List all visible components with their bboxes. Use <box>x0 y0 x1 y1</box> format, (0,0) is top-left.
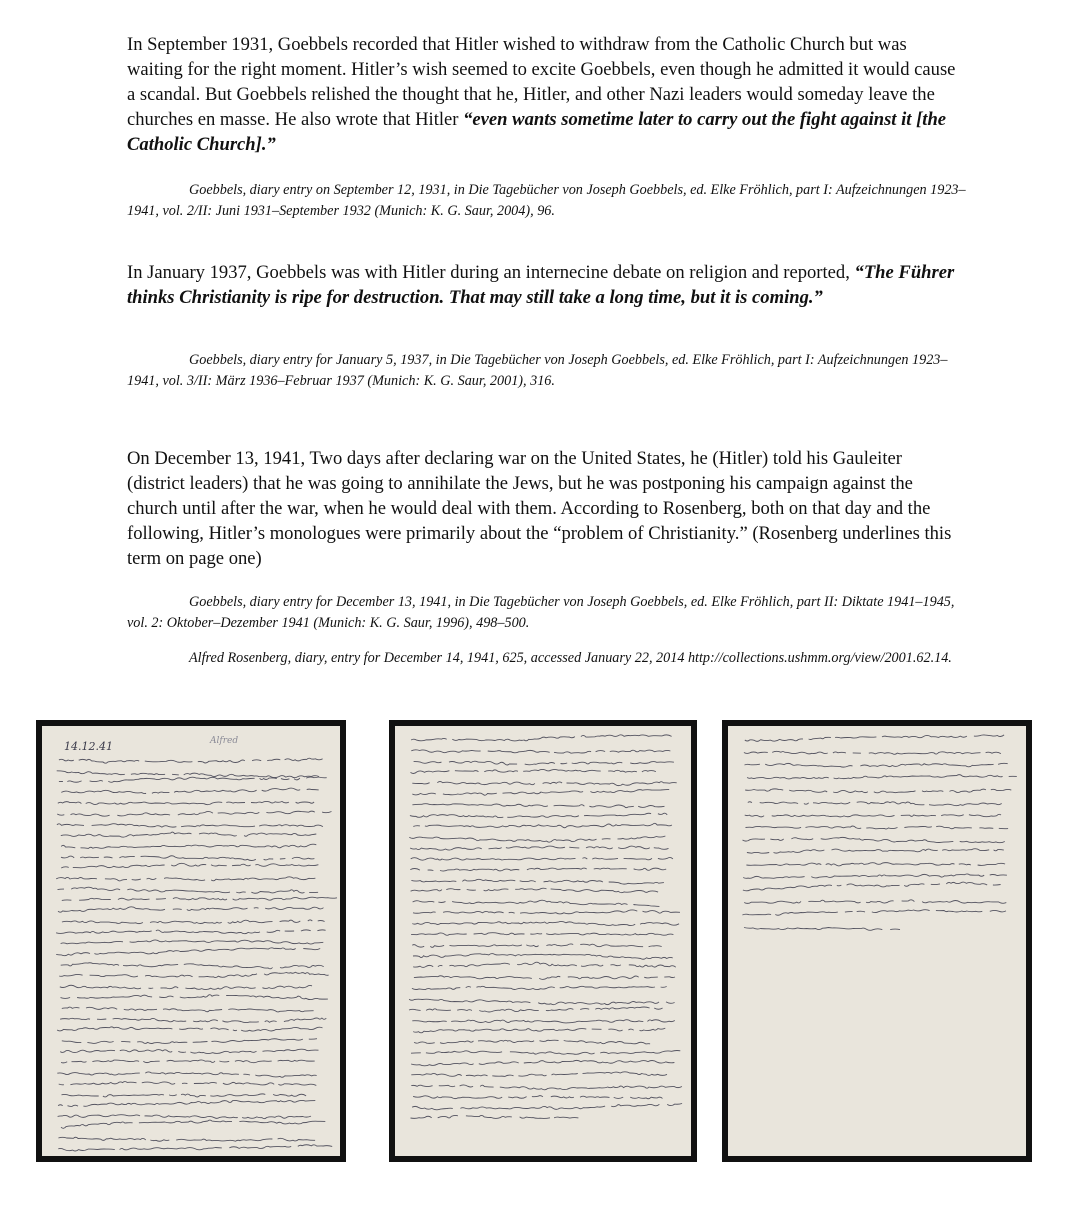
handwriting-line <box>413 954 677 960</box>
handwriting-line <box>411 735 671 741</box>
handwriting-line <box>412 782 676 786</box>
handwriting-line <box>413 1028 665 1033</box>
handwriting-line <box>62 1039 325 1044</box>
handwriting-line <box>56 877 319 881</box>
handwriting-line <box>747 849 1004 853</box>
handwriting-line <box>57 824 323 827</box>
handwriting-line <box>411 769 664 773</box>
handwriting-line <box>61 863 318 868</box>
handwriting-line <box>60 985 319 989</box>
citation-1931: Goebbels, diary entry on September 12, 1931, in Die Tagebücher von Joseph Goebbels, ed. Elke Fröhlich, part I: Aufzeichnungen 1923– 1941, vol. 2/II: Juni 1931–September 1932 (Munich: K. G. Saur, 2004), 96. <box>127 182 966 219</box>
handwriting-lines <box>728 726 1026 1156</box>
handwriting-line <box>413 910 680 914</box>
handwriting-line <box>57 771 319 778</box>
handwriting-line <box>61 963 324 969</box>
handwriting-line <box>411 1115 579 1118</box>
handwriting-line <box>411 1085 682 1090</box>
handwriting-line <box>745 763 1015 767</box>
handwriting-line <box>745 789 1011 793</box>
handwriting-line <box>58 907 324 912</box>
handwriting-line <box>411 888 665 892</box>
handwriting-line <box>412 944 661 947</box>
handwriting-line <box>412 1020 675 1023</box>
handwriting-line <box>410 813 667 817</box>
handwriting-line <box>57 1072 316 1077</box>
handwriting-line <box>745 735 1004 741</box>
paragraph-1941: On December 13, 1941, Two days after declaring war on the United States, he (Hitler) told his Gauleiter (district leaders) that he was going to annihilate the Jews, but he was postponing his campaign against the church until after the war, when he would deal with them. According to Rosenberg, both on that day and the following, Hitler’s monologues were primarily about the “problem of Christianity.” (Rosenberg underlines this term on page one) <box>127 448 952 569</box>
diary-scan-page-1 <box>36 720 346 1162</box>
handwriting-line <box>59 758 323 763</box>
handwriting-line <box>58 1137 315 1141</box>
handwriting-line <box>411 933 673 936</box>
handwriting-line <box>61 1120 325 1128</box>
paragraph-1931 <box>127 32 957 157</box>
handwriting-line <box>412 1104 682 1110</box>
handwriting-line <box>60 1018 331 1023</box>
handwriting-line <box>409 1007 663 1012</box>
handwriting-line <box>57 1027 329 1031</box>
handwriting-line <box>411 1072 667 1077</box>
handwriting-line <box>744 751 1008 754</box>
handwriting-line <box>412 789 669 795</box>
handwriting-line <box>743 882 1001 891</box>
handwriting-line <box>413 823 672 827</box>
handwriting-line <box>746 826 1009 829</box>
handwriting-line <box>59 777 327 782</box>
handwriting-line <box>61 1060 315 1063</box>
handwriting-line <box>61 856 314 861</box>
handwriting-line <box>62 920 325 924</box>
handwriting-line <box>744 900 1013 904</box>
handwriting-line <box>62 1007 320 1012</box>
handwriting-line <box>414 761 680 765</box>
handwriting-line <box>58 1145 338 1151</box>
handwriting-line <box>411 1060 674 1065</box>
paragraph-1937-text: In January 1937, Goebbels was with Hitler during an internecine debate on religion and reported, <box>127 262 855 283</box>
diary-scan-page-3 <box>722 720 1032 1162</box>
handwriting-line <box>58 1115 311 1119</box>
handwriting-line <box>59 972 328 977</box>
handwriting-line <box>409 836 665 842</box>
quote-1931: “even wants sometime later to carry out the fight against it [the Catholic Church].” <box>127 109 947 155</box>
handwriting-line <box>61 995 328 1000</box>
handwriting-line <box>61 844 316 848</box>
handwriting-line <box>412 986 667 989</box>
handwriting-line <box>413 962 676 967</box>
handwriting-line <box>56 930 325 934</box>
handwriting-line <box>61 940 324 944</box>
diary-page-sheet <box>42 726 340 1156</box>
diary-corner-note: Alfred <box>210 736 239 746</box>
diary-scan-page-2 <box>389 720 697 1162</box>
handwriting-line <box>746 863 1011 866</box>
handwriting-line <box>57 811 331 816</box>
handwriting-line <box>410 846 668 850</box>
handwriting-line <box>414 976 675 980</box>
citation-1937: Goebbels, diary entry for January 5, 1937, in Die Tagebücher von Joseph Goebbels, ed. Elke Fröhlich, part I: Aufzeichnungen 1923– 1941, vol. 3/II: März 1936–Februar 1937 (Munich: K. G. Saur, 2001), 316. <box>127 352 948 389</box>
handwriting-line <box>744 928 900 931</box>
handwriting-line <box>56 948 320 956</box>
handwriting-line <box>58 801 314 804</box>
handwriting-line <box>58 887 319 893</box>
handwriting-line <box>62 897 337 900</box>
citation-goebbels-1941: Goebbels, diary entry for December 13, 1941, in Die Tagebücher von Joseph Goebbels, ed. Elke Fröhlich, part II: Diktate 1941–1945, vol. 2: Oktober–Dezember 1941 (Munich: K. G. Saur, 1996), 498–500. <box>127 594 955 631</box>
citation-rosenberg-1941: Alfred Rosenberg, diary, entry for December 14, 1941, 625, accessed January 22, 2014 http://collections.ushmm.org/view/2001.62.14. <box>189 650 952 666</box>
handwriting-line <box>748 802 1002 806</box>
handwriting-line <box>409 999 675 1005</box>
paragraph-1937 <box>127 260 957 310</box>
handwriting-line <box>58 1100 315 1106</box>
handwriting-line <box>414 1040 657 1044</box>
handwriting-line <box>747 775 1017 779</box>
diary-page-sheet <box>728 726 1026 1156</box>
handwriting-line <box>411 879 668 884</box>
handwriting-line <box>411 1050 680 1054</box>
handwriting-line <box>413 1096 669 1099</box>
handwriting-line <box>412 804 664 808</box>
diary-page-sheet <box>395 726 691 1156</box>
handwriting-line <box>412 921 679 925</box>
handwriting-line <box>60 1049 318 1053</box>
handwriting-line <box>61 832 324 837</box>
handwriting-line <box>411 750 670 753</box>
handwriting-line <box>59 1082 317 1086</box>
handwriting-lines <box>42 726 340 1156</box>
diary-date-label: 14.12.41 <box>64 740 113 753</box>
paragraph-1931-text: In September 1931, Goebbels recorded that Hitler wished to withdraw from the Catholic Church but was waiting for the right moment. Hitler’s wish seemed to excite Goebbels, even though he admitted it would cause a scandal. But Goebbels relished the thought that he, Hitler, and other Nazi leaders would someday leave the churches en masse. He also wrote that Hitler <box>127 34 956 130</box>
handwriting-line <box>743 837 1010 842</box>
handwriting-line <box>413 900 660 906</box>
handwriting-line <box>61 788 318 793</box>
handwriting-line <box>411 857 673 860</box>
handwriting-line <box>743 874 1007 878</box>
handwriting-line <box>62 1094 314 1097</box>
handwriting-lines <box>395 726 691 1156</box>
handwriting-line <box>410 868 666 871</box>
handwriting-line <box>742 910 1012 916</box>
handwriting-line <box>745 814 1001 817</box>
quote-1937: “The Führer thinks Christianity is ripe for destruction. That may still take a long time, but it is coming.” <box>127 262 955 308</box>
